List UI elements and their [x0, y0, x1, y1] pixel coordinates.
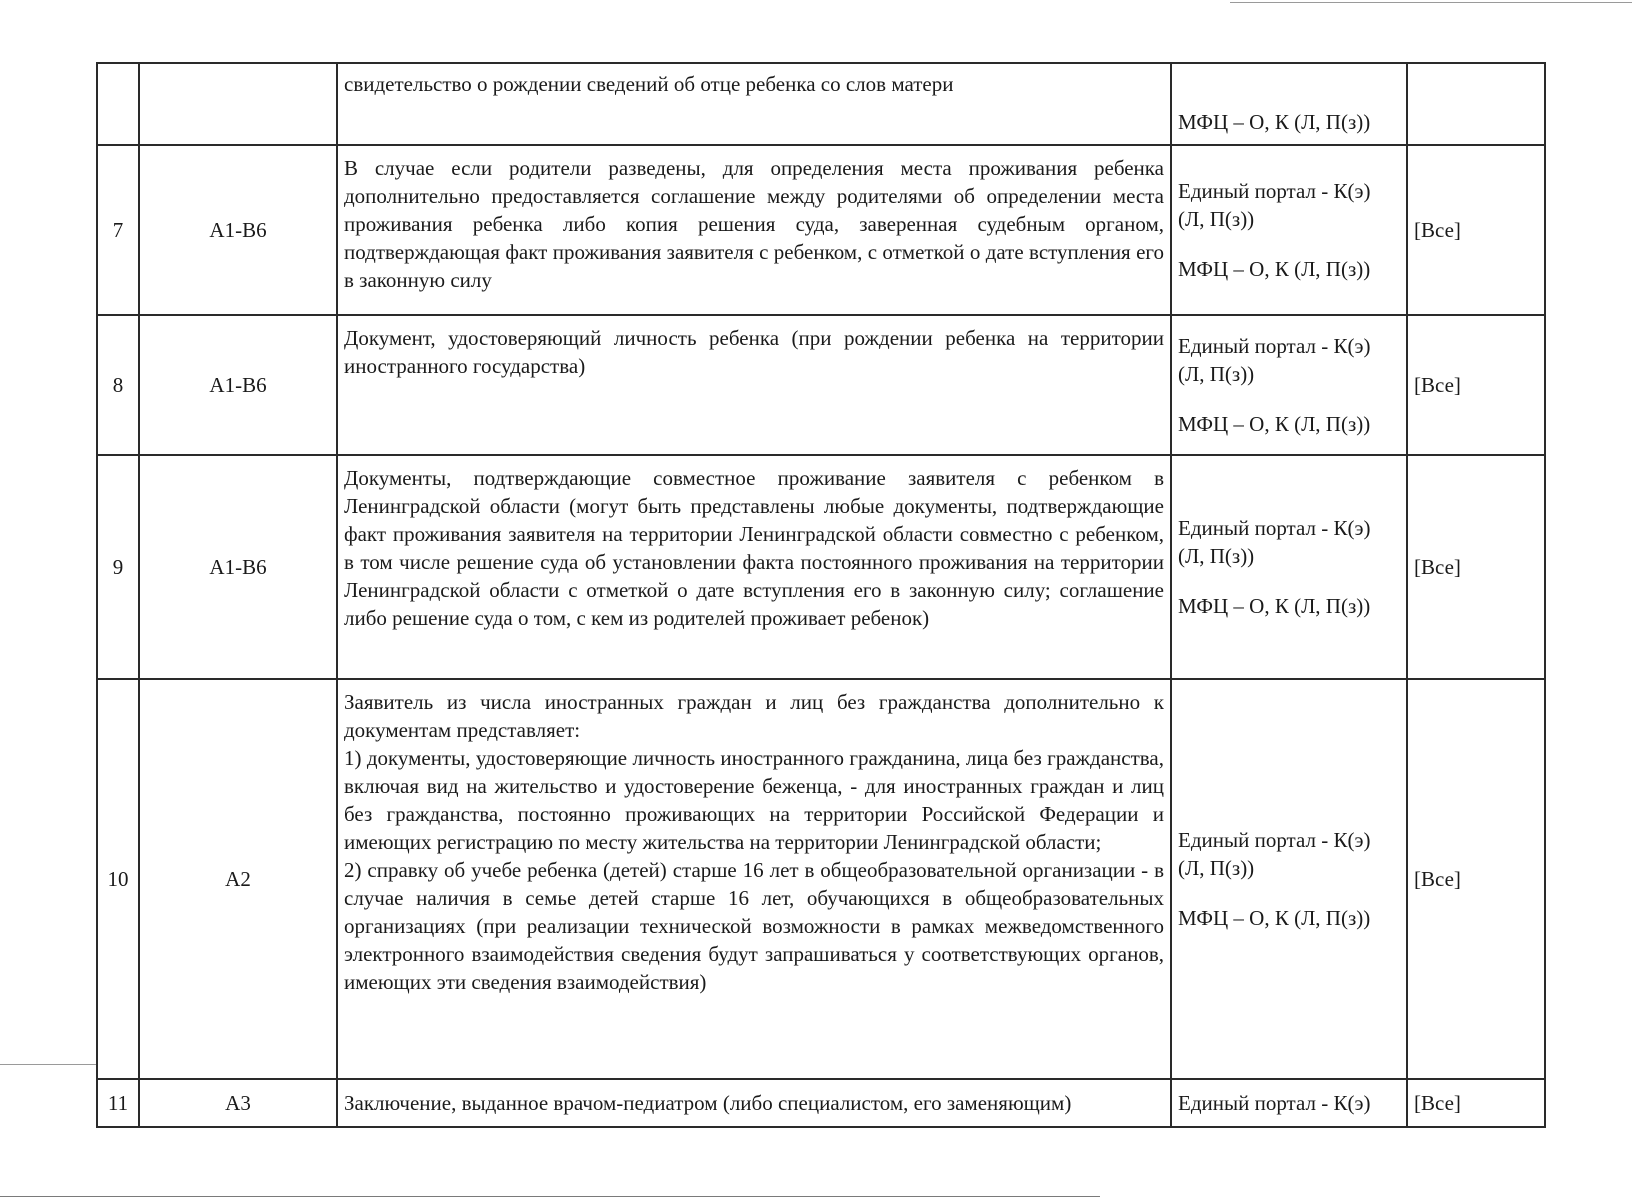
mfc-method: МФЦ – О, К (Л, П(з)): [1178, 594, 1371, 618]
applicant-category: А1-В6: [139, 315, 337, 455]
applicants-scope: [Все]: [1407, 145, 1545, 315]
applicant-category: А2: [139, 679, 337, 1079]
portal-method: Единый портал - К(э) (Л, П(з)): [1178, 828, 1371, 880]
row-number: 8: [97, 315, 139, 455]
mfc-method: МФЦ – О, К (Л, П(з)): [1178, 412, 1371, 436]
applicants-scope: [Все]: [1407, 455, 1545, 679]
row-number: 9: [97, 455, 139, 679]
table-row: [97, 145, 1545, 315]
table-row: [97, 315, 1545, 455]
table-row: [97, 679, 1545, 1079]
applicant-category: А1-В6: [139, 455, 337, 679]
row-number: [97, 63, 139, 145]
table-row: [97, 1079, 1545, 1127]
document-paragraph: Документ, удостоверяющий личность ребенка (при рождении ребенка на территории иностранного государства): [344, 326, 1164, 378]
table-row: [97, 455, 1545, 679]
document-paragraph: 1) документы, удостоверяющие личность иностранного гражданина, лица без гражданства, включая вид на жительство и удостоверение беженца, - для иностранных граждан и лиц без гражданства, постоянно проживающих на территории Российской Федерации и имеющих регистрацию по месту жительства на территории Ленинградской области;: [344, 746, 1164, 854]
applicants-scope: [1407, 63, 1545, 145]
row-number: 10: [97, 679, 139, 1079]
document-description: [337, 63, 1171, 145]
applicant-category: А1-В6: [139, 145, 337, 315]
submission-method: [1171, 315, 1407, 455]
applicants-scope: [Все]: [1407, 679, 1545, 1079]
mfc-method: МФЦ – О, К (Л, П(з)): [1178, 906, 1371, 930]
submission-method: [1171, 455, 1407, 679]
submission-method: [1171, 679, 1407, 1079]
document-description: [337, 145, 1171, 315]
document-paragraph: свидетельство о рождении сведений об отце ребенка со слов матери: [344, 72, 954, 96]
applicants-scope: [Все]: [1407, 1079, 1545, 1127]
submission-method: [1171, 1079, 1407, 1127]
row-number: 11: [97, 1079, 139, 1127]
document-paragraph: Заявитель из числа иностранных граждан и лиц без гражданства дополнительно к документам представляет:: [344, 690, 1164, 742]
scan-artifact-line-top: [1230, 2, 1632, 3]
document-paragraph: 2) справку об учебе ребенка (детей) старше 16 лет в общеобразовательной организации - в случае наличия в семье детей старше 16 лет, обучающихся в общеобразовательных организациях (при реализации технической возможности в рамках межведомственного электронного взаимодействия сведения будут запрашиваться у соответствующих органов, имеющих эти сведения взаимодействия): [344, 858, 1164, 994]
portal-method: Единый портал - К(э) (Л, П(з)): [1178, 334, 1371, 386]
document-paragraph: Заключение, выданное врачом-педиатром (либо специалистом, его заменяющим): [344, 1091, 1072, 1115]
scan-artifact-line-bottom: [0, 1196, 1100, 1197]
portal-method: Единый портал - К(э) (Л, П(з)): [1178, 179, 1371, 231]
documents-table: [96, 62, 1546, 1128]
applicants-scope: [Все]: [1407, 315, 1545, 455]
document-paragraph: В случае если родители разведены, для определения места проживания ребенка дополнительно предоставляется соглашение между родителями об определении места проживания ребенка либо копия решения суда, заверенная судебным органом, подтверждающая факт проживания заявителя с ребенком, с отметкой о дате вступления его в законную силу: [344, 156, 1164, 292]
mfc-method: МФЦ – О, К (Л, П(з)): [1178, 110, 1371, 134]
document-paragraph: Документы, подтверждающие совместное проживание заявителя с ребенком в Ленинградской области (могут быть представлены любые документы, подтверждающие факт проживания заявителя на территории Ленинградской области совместно с ребенком, в том числе решение суда об установлении факта постоянного проживания на территории Ленинградской области с отметкой о дате вступления его в законную силу; соглашение либо решение суда о том, с кем из родителей проживает ребенок): [344, 466, 1164, 630]
document-description: [337, 315, 1171, 455]
submission-method: [1171, 145, 1407, 315]
table-row: [97, 63, 1545, 145]
scan-artifact-line-left: [0, 1064, 98, 1065]
applicant-category: [139, 63, 337, 145]
portal-method: Единый портал - К(э) (Л, П(з)): [1178, 516, 1371, 568]
submission-method: [1171, 63, 1407, 145]
document-description: [337, 1079, 1171, 1127]
document-description: [337, 679, 1171, 1079]
mfc-method: МФЦ – О, К (Л, П(з)): [1178, 257, 1371, 281]
document-description: [337, 455, 1171, 679]
row-number: 7: [97, 145, 139, 315]
applicant-category: А3: [139, 1079, 337, 1127]
portal-method: Единый портал - К(э): [1178, 1091, 1371, 1115]
